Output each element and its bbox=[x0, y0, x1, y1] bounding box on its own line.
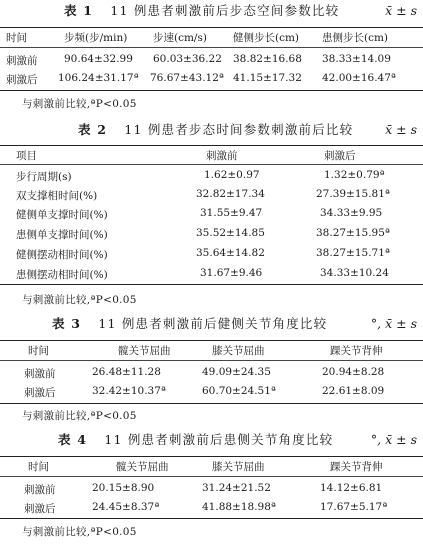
table-cell: 1.62±0.97 bbox=[204, 169, 260, 181]
table-cell: 38.33±14.09 bbox=[322, 53, 391, 65]
table-cell: 22.61±8.09 bbox=[322, 385, 385, 397]
table-cell: 刺激后 bbox=[6, 74, 38, 86]
table-1-footnote: 与刺激前比较,ªP<0.05 bbox=[22, 98, 137, 110]
table-2-header-cell: 刺激前 bbox=[206, 150, 238, 162]
table-4-bottom-rule bbox=[0, 518, 423, 519]
table-cell: 60.70±24.51ª bbox=[202, 385, 276, 397]
table-4-footnote: 与刺激前比较,ªP<0.05 bbox=[22, 526, 137, 538]
table-cell: 32.42±10.37ª bbox=[92, 385, 166, 397]
table-4-top-rule bbox=[0, 456, 423, 457]
table-1-header-cell: 患侧步长(cm) bbox=[322, 32, 389, 44]
table-1-header-cell: 步频(步/min) bbox=[64, 32, 128, 44]
table-cell: 76.67±43.12ª bbox=[150, 72, 224, 84]
table-cell: 刺激前 bbox=[6, 55, 38, 67]
table-cell: 14.12±6.81 bbox=[320, 482, 383, 494]
table-3-caption bbox=[0, 314, 423, 334]
table-3-header-cell: 时间 bbox=[28, 345, 49, 357]
table-3-footnote: 与刺激前比较,ªP<0.05 bbox=[22, 410, 137, 422]
table-cell: 患侧单支撑时间(%) bbox=[16, 229, 108, 241]
table-cell: 41.15±17.32 bbox=[233, 72, 302, 84]
table-1-header-cell: 时间 bbox=[6, 32, 27, 44]
table-1 bbox=[0, 0, 423, 110]
table-4-header-rule bbox=[0, 476, 423, 477]
table-2-caption bbox=[0, 120, 423, 140]
table-4-header-cell: 膝关节屈曲 bbox=[212, 461, 265, 473]
table-cell: 49.09±24.35 bbox=[202, 366, 271, 378]
table-cell: 90.64±32.99 bbox=[64, 53, 133, 65]
table-2-top-rule bbox=[0, 145, 423, 146]
table-cell: 1.32±0.79ª bbox=[324, 169, 385, 181]
table-1-number: 表 1 bbox=[64, 3, 94, 18]
table-2-header-cell: 项目 bbox=[16, 150, 37, 162]
table-3-header-rule bbox=[0, 360, 423, 361]
table-4 bbox=[0, 429, 423, 538]
table-1-header-rule bbox=[0, 47, 423, 48]
table-cell: 刺激后 bbox=[24, 503, 56, 515]
table-cell: 健侧单支撑时间(%) bbox=[16, 209, 108, 221]
table-cell: 刺激后 bbox=[24, 387, 56, 399]
table-4-caption bbox=[0, 430, 423, 450]
table-cell: 刺激前 bbox=[24, 368, 56, 380]
table-2-bottom-rule bbox=[0, 284, 423, 285]
table-cell: 27.39±15.81ª bbox=[316, 188, 390, 200]
table-cell: 双支撑相时间(%) bbox=[16, 190, 98, 202]
table-1-header-cell: 步速(cm/s) bbox=[153, 32, 207, 44]
table-2-header-cell: 刺激后 bbox=[324, 150, 356, 162]
table-2-header-rule bbox=[0, 164, 423, 165]
table-cell: 60.03±36.22 bbox=[153, 53, 222, 65]
table-cell: 35.52±14.85 bbox=[196, 227, 265, 239]
table-3-header-cell: 膝关节屈曲 bbox=[212, 345, 265, 357]
table-cell: 32.82±17.34 bbox=[196, 188, 265, 200]
table-3-header-cell: 踝关节背伸 bbox=[330, 345, 383, 357]
table-cell: 31.55±9.47 bbox=[200, 207, 263, 219]
table-4-number: 表 4 bbox=[58, 432, 88, 447]
table-cell: 24.45±8.37ª bbox=[92, 501, 160, 513]
table-3-title: 11 例患者刺激前后健侧关节角度比较 bbox=[98, 316, 328, 331]
table-2-unit: x̄ ± s bbox=[385, 122, 417, 137]
table-1-top-rule bbox=[0, 27, 423, 28]
table-cell: 31.67±9.46 bbox=[200, 267, 263, 279]
table-3-number: 表 3 bbox=[52, 316, 82, 331]
table-4-header-cell: 髋关节屈曲 bbox=[116, 461, 169, 473]
table-4-title: 11 例患者刺激前后患侧关节角度比较 bbox=[104, 432, 334, 447]
table-3-bottom-rule bbox=[0, 403, 423, 404]
table-cell: 20.15±8.90 bbox=[92, 482, 155, 494]
table-cell: 38.82±16.68 bbox=[233, 53, 302, 65]
table-cell: 17.67±5.17ª bbox=[320, 501, 388, 513]
table-2-footnote: 与刺激前比较,ªP<0.05 bbox=[22, 294, 137, 306]
table-cell: 健侧摆动相时间(%) bbox=[16, 249, 108, 261]
table-2 bbox=[0, 118, 423, 306]
table-cell: 20.94±8.28 bbox=[322, 366, 385, 378]
table-2-number: 表 2 bbox=[78, 122, 108, 137]
table-cell: 38.27±15.95ª bbox=[316, 227, 390, 239]
table-cell: 41.88±18.98ª bbox=[202, 501, 276, 513]
table-1-unit: x̄ ± s bbox=[385, 3, 417, 18]
table-cell: 患侧摆动相时间(%) bbox=[16, 269, 108, 281]
table-cell: 34.33±9.95 bbox=[320, 207, 383, 219]
table-cell: 38.27±15.71ª bbox=[316, 247, 390, 259]
table-4-header-cell: 时间 bbox=[28, 461, 49, 473]
table-cell: 刺激前 bbox=[24, 484, 56, 496]
table-3-top-rule bbox=[0, 340, 423, 341]
table-3-unit: °, x̄ ± s bbox=[370, 316, 417, 331]
table-cell: 34.33±10.24 bbox=[320, 267, 389, 279]
table-cell: 35.64±14.82 bbox=[196, 247, 265, 259]
table-2-title: 11 例患者步态时间参数刺激前后比较 bbox=[124, 122, 354, 137]
table-4-header-cell: 踝关节背伸 bbox=[330, 461, 383, 473]
table-cell: 26.48±11.28 bbox=[92, 366, 161, 378]
table-3 bbox=[0, 312, 423, 422]
table-1-caption bbox=[0, 1, 423, 21]
table-cell: 步行周期(s) bbox=[16, 171, 72, 183]
table-cell: 106.24±31.17ª bbox=[58, 72, 139, 84]
table-3-header-cell: 髋关节屈曲 bbox=[118, 345, 171, 357]
table-1-header-cell: 健侧步长(cm) bbox=[233, 32, 300, 44]
table-cell: 31.24±21.52 bbox=[202, 482, 271, 494]
table-1-title: 11 例患者刺激前后步态空间参数比较 bbox=[110, 3, 340, 18]
table-1-bottom-rule bbox=[0, 90, 423, 91]
table-4-unit: °, x̄ ± s bbox=[370, 432, 417, 447]
table-cell: 42.00±16.47ª bbox=[322, 72, 396, 84]
